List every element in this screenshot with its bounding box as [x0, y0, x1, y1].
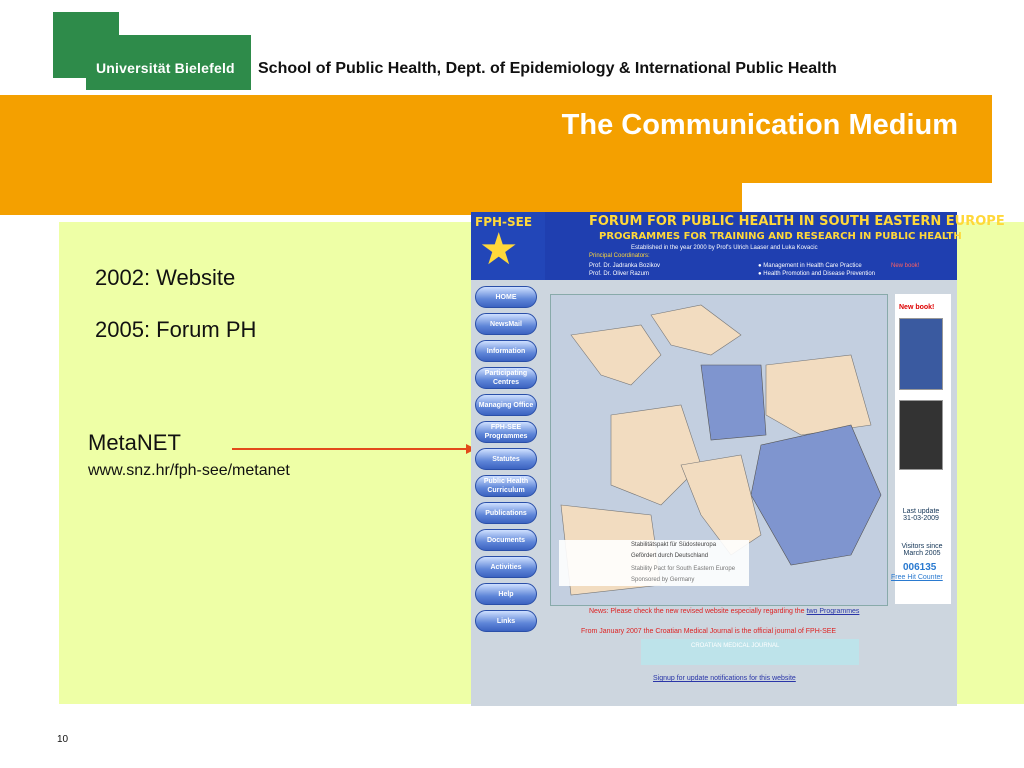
nav-information[interactable]: Information [475, 340, 537, 362]
title-band-lower [0, 183, 742, 215]
nav-activities[interactable]: Activities [475, 556, 537, 578]
university-logo-text: Universität Bielefeld [96, 60, 235, 76]
nav-documents[interactable]: Documents [475, 529, 537, 551]
site-established: Established in the year 2000 by Prof's Ulrich Laaser and Luka Kovacic [631, 245, 818, 251]
nav-managing-office[interactable]: Managing Office [475, 394, 537, 416]
metanet-url[interactable]: www.snz.hr/fph-see/metanet [88, 462, 290, 479]
metanet-label: MetaNET [88, 430, 181, 455]
nav-programmes[interactable]: FPH-SEE Programmes [475, 421, 537, 443]
visitor-counter: 006135 [903, 562, 937, 573]
website-screenshot [471, 212, 1005, 706]
site-subheading: PROGRAMMES FOR TRAINING AND RESEARCH IN PUBLIC HEALTH [599, 231, 962, 242]
nav-publications[interactable]: Publications [475, 502, 537, 524]
slide-title: The Communication Medium [561, 109, 958, 141]
last-update-label: Last update [902, 508, 940, 515]
last-update [899, 508, 943, 522]
site-bullet2: ● Health Promotion and Disease Prevention [758, 271, 876, 277]
new-book-label: New book! [899, 304, 935, 311]
item-forum: 2005: Forum PH [95, 317, 257, 342]
nav-curriculum[interactable]: Public Health Curriculum [475, 475, 537, 497]
nav-newsmail[interactable]: NewsMail [475, 313, 537, 335]
visitors-label: Visitors since March 2005 [901, 543, 943, 557]
news-programmes-link[interactable]: two Programmes [806, 608, 860, 615]
stability-line2: Gefördert durch Deutschland [631, 553, 709, 559]
nav-help[interactable]: Help [475, 583, 537, 605]
arrow-line [232, 448, 468, 450]
stability-line3: Stability Pact for South Eastern Europe [631, 566, 736, 572]
site-bullet1-new: New book! [891, 263, 920, 269]
site-coord2: Prof. Dr. Oliver Razum [589, 271, 650, 277]
site-heading: FORUM FOR PUBLIC HEALTH IN SOUTH EASTERN EUROPE [589, 214, 1005, 229]
nav-statutes[interactable]: Statutes [475, 448, 537, 470]
news-text [589, 608, 859, 615]
site-principal: Principal Coordinators: [589, 253, 650, 259]
cmj-notice: From January 2007 the Croatian Medical Journal is the official journal of FPH-SEE [581, 628, 837, 635]
star-icon: ★ [479, 225, 519, 274]
site-logo-text: FPH-SEE [475, 215, 533, 229]
nav-home[interactable]: HOME [475, 286, 537, 308]
signup-link[interactable]: Signup for update notifications for this website [653, 675, 796, 682]
nav-links[interactable]: Links [475, 610, 537, 632]
book-cover-2[interactable] [899, 400, 943, 470]
hit-counter-link[interactable]: Free Hit Counter [891, 574, 943, 581]
book-cover-1[interactable] [899, 318, 943, 390]
site-bullet1: ● Management in Health Care Practice [758, 263, 862, 269]
cmj-banner-text: CROATIAN MEDICAL JOURNAL [691, 643, 780, 649]
site-nav [475, 286, 541, 637]
last-update-date: 31-03-2009 [903, 515, 939, 522]
stability-line4: Sponsored by Germany [631, 577, 695, 583]
page-number: 10 [57, 734, 69, 745]
nav-participating-centres[interactable]: Participating Centres [475, 367, 537, 389]
school-name: School of Public Health, Dept. of Epidemiology & International Public Health [258, 60, 837, 77]
item-website: 2002: Website [95, 265, 236, 290]
news-prefix: News: Please check the new revised website especially regarding the [589, 608, 805, 615]
site-coord1: Prof. Dr. Jadranka Bozikov [589, 263, 661, 269]
stability-line1: Stabilitätspakt für Südosteuropa [631, 542, 717, 548]
